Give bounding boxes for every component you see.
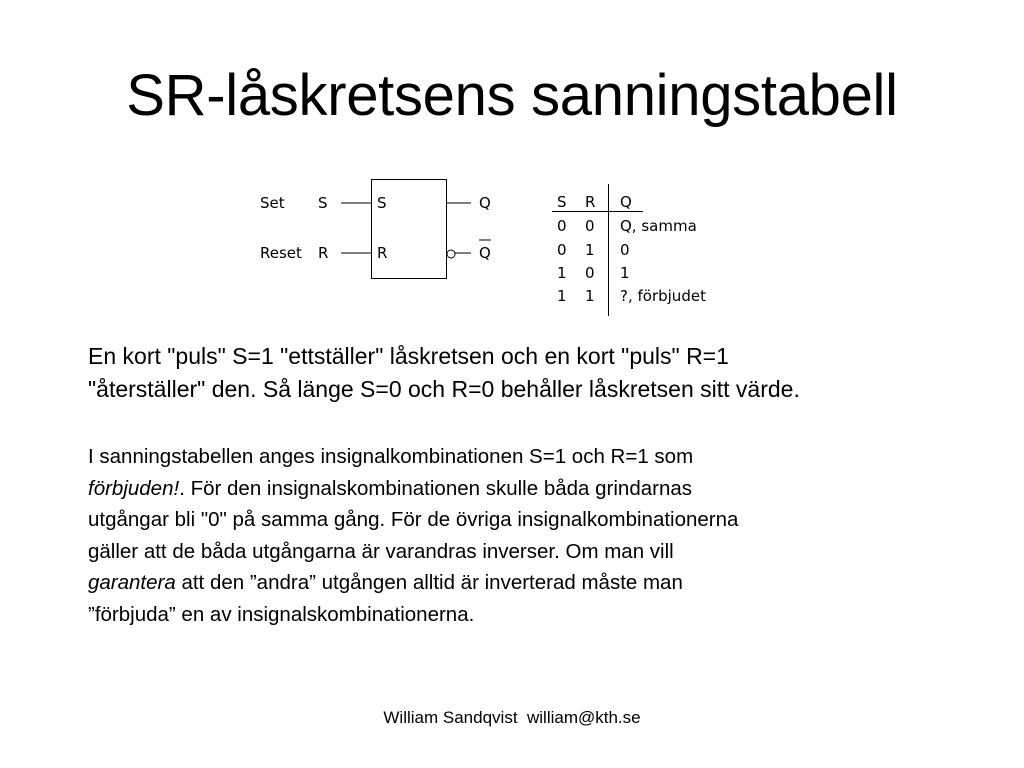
footer-author: William Sandqvist william@kth.se — [383, 708, 641, 727]
set-signal-label: S — [318, 194, 328, 212]
explanation-paragraph-1 — [88, 340, 800, 406]
paragraph-line — [88, 567, 738, 599]
paragraph-line: "återställer" den. Så länge S=0 och R=0 behåller låskretsen sitt värde. — [88, 376, 800, 402]
truth-table — [552, 184, 706, 316]
truth-table-header-q: Q — [620, 193, 632, 211]
truth-table-cell: 0 — [557, 217, 567, 235]
truth-table-cell: 0 — [585, 264, 595, 282]
truth-table-cell: 1 — [620, 264, 630, 282]
paragraph-line: ”förbjuda” en av insignalskombinationerna. — [88, 602, 475, 626]
reset-label: Reset — [260, 244, 302, 262]
truth-table-cell: ?, förbjudet — [620, 287, 706, 305]
set-label: Set — [260, 194, 285, 212]
paragraph-line: gäller att de båda utgångarna är varandras inverser. Om man vill — [88, 539, 674, 563]
truth-table-cell: 1 — [557, 264, 567, 282]
truth-table-cell: 0 — [620, 241, 630, 259]
paragraph-line-rest: . För den insignalskombinationen skulle båda grindarnas — [179, 476, 692, 500]
sr-latch-figure — [255, 178, 725, 320]
emphasis-forbidden: förbjuden! — [88, 476, 180, 500]
output-q-bar-label: Q — [479, 244, 491, 262]
truth-table-header-s: S — [557, 193, 567, 211]
truth-table-cell: 1 — [557, 287, 567, 305]
truth-table-cell: 0 — [585, 217, 595, 235]
inversion-bubble — [447, 250, 455, 258]
output-q-label: Q — [479, 194, 491, 212]
emphasis-guarantee: garantera — [88, 571, 176, 594]
truth-table-header-r: R — [585, 193, 596, 211]
paragraph-line: I sanningstabellen anges insignalkombinationen S=1 och R=1 som — [88, 445, 694, 468]
latch-pin-s: S — [377, 194, 387, 212]
truth-table-cell: 0 — [557, 241, 567, 259]
explanation-paragraph-2 — [88, 441, 738, 630]
paragraph-line-rest: att den ”andra” utgången alltid är inverterad måste man — [175, 571, 683, 594]
paragraph-line — [88, 473, 738, 505]
latch-pin-r: R — [377, 244, 388, 262]
truth-table-cell: 1 — [585, 241, 595, 259]
truth-table-cell: 1 — [585, 287, 595, 305]
paragraph-line: En kort "puls" S=1 "ettställer" låskretsen och en kort "puls" R=1 — [88, 343, 729, 369]
sr-latch-diagram — [255, 178, 725, 320]
reset-signal-label: R — [318, 244, 329, 262]
slide-title: SR-låskretsens sanningstabell — [126, 63, 898, 128]
truth-table-cell: Q, samma — [620, 217, 697, 235]
paragraph-line: utgångar bli "0" på samma gång. För de övriga insignalkombinationerna — [88, 508, 739, 531]
